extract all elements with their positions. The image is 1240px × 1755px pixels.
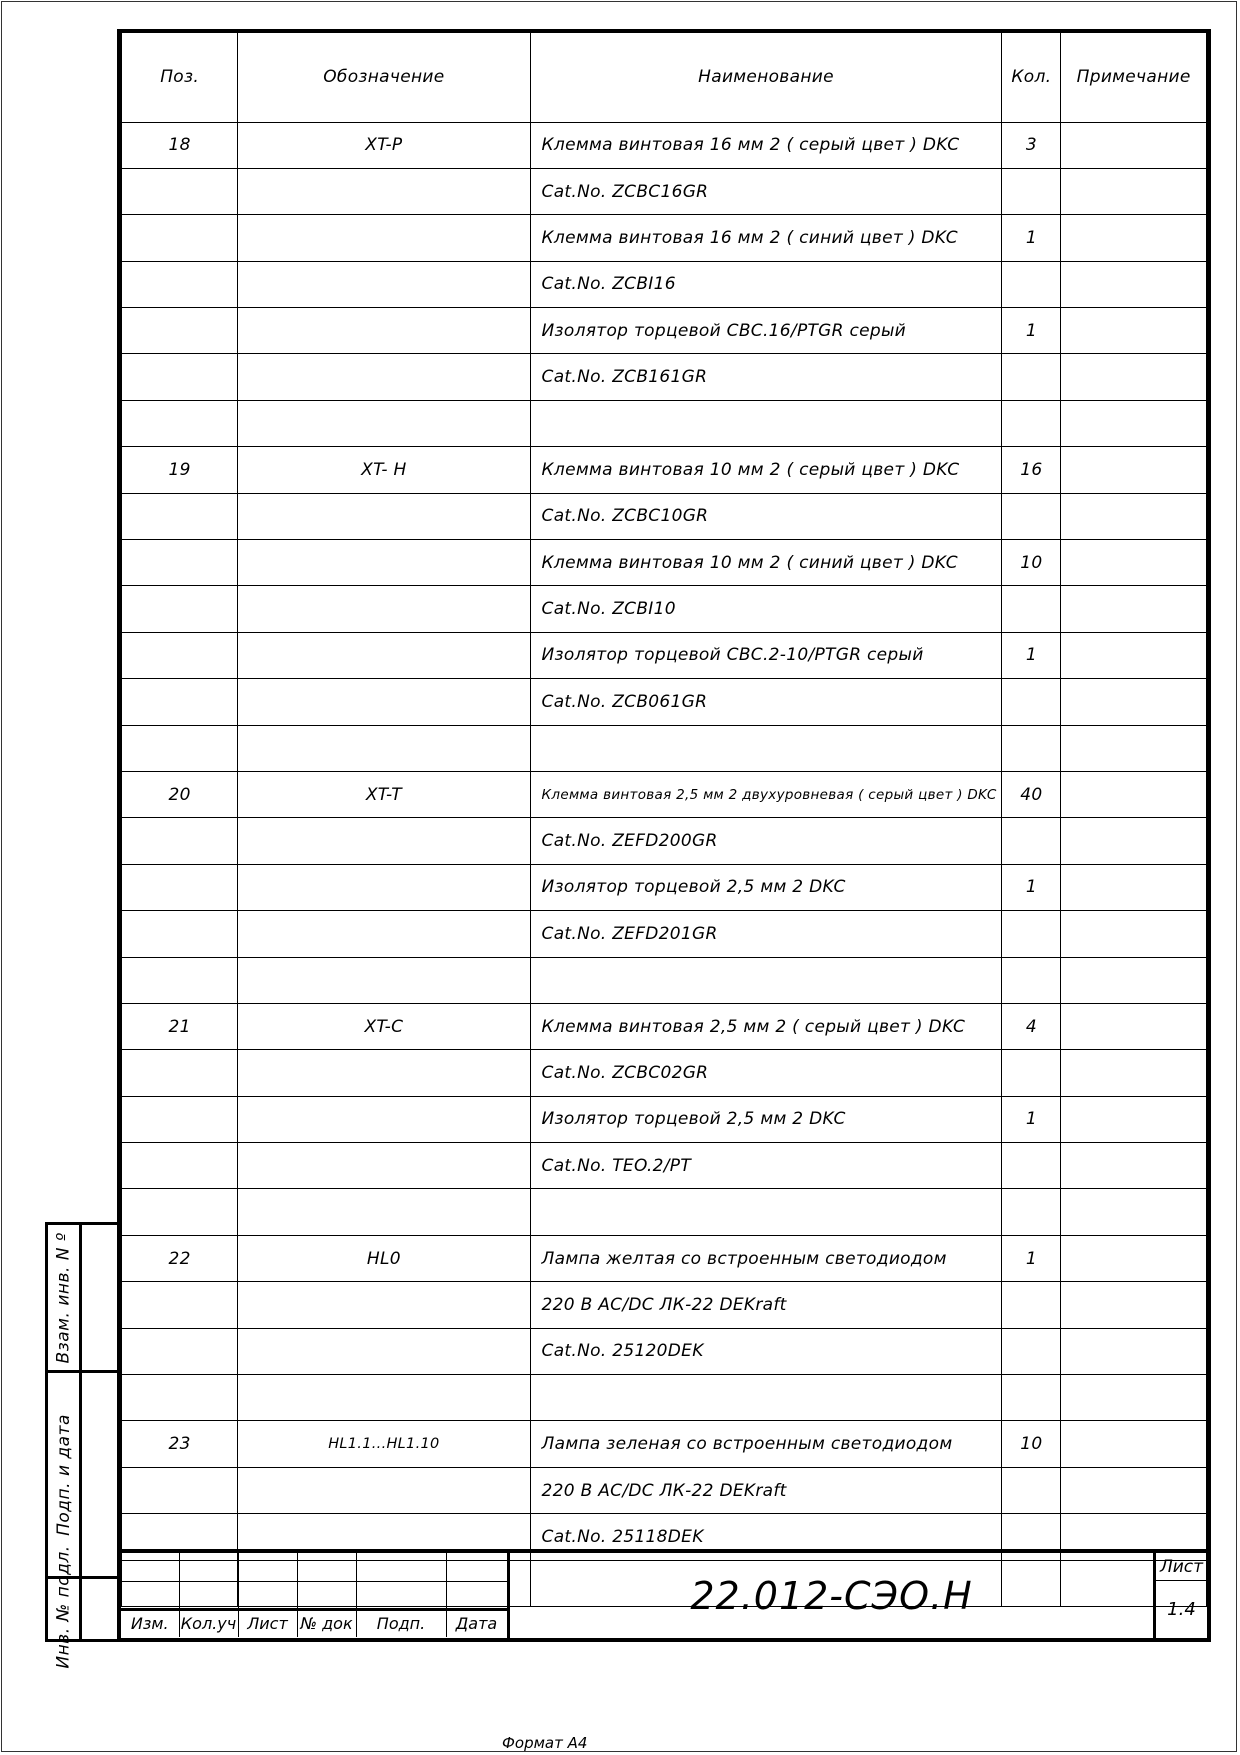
table-row [122,122,1207,168]
cell-pos [122,679,238,725]
table-row [122,261,1207,307]
cell-pos [122,911,238,957]
cell-note [1061,122,1207,168]
cell-designation [238,911,530,957]
cell-pos [122,725,238,771]
table-row [122,725,1207,771]
cell-qty: 1 [1002,1096,1061,1142]
cell-pos [122,1096,238,1142]
cell-pos [122,168,238,214]
cell-qty [1002,679,1061,725]
header-note: Примечание [1061,33,1207,122]
table-row [122,1003,1207,1049]
table-row [122,215,1207,261]
cell-pos [122,586,238,632]
cell-note [1061,168,1207,214]
cell-pos [122,818,238,864]
cell-name: Cat.No. 25120DEK [530,1328,1002,1374]
cell-name: Cat.No. ZEFD201GR [530,911,1002,957]
cell-qty [1002,911,1061,957]
cell-name: Cat.No. ZCB161GR [530,354,1002,400]
format-label: Формат А4 [502,1734,588,1752]
cell-designation: HL1.1...HL1.10 [238,1421,530,1467]
cell-designation: XT- H [238,447,530,493]
cell-name: 220 В AC/DC ЛК-22 DEKraft [530,1282,1002,1328]
cell-pos [122,864,238,910]
cell-note [1061,911,1207,957]
table-row [122,1189,1207,1235]
cell-designation [238,168,530,214]
cell-pos [122,957,238,1003]
cell-name: Изолятор торцевой 2,5 мм 2 DKC [530,864,1002,910]
cell-designation [238,215,530,261]
cell-pos: 21 [122,1003,238,1049]
cell-name: 220 В AC/DC ЛК-22 DEKraft [530,1467,1002,1513]
cell-name: Cat.No. 25118DEK [530,1514,1002,1560]
cell-designation: XT-P [238,122,530,168]
cell-designation: XT-C [238,1003,530,1049]
cell-designation [238,632,530,678]
cell-designation [238,1050,530,1096]
cell-pos: 23 [122,1421,238,1467]
table-row [122,632,1207,678]
table-row [122,493,1207,539]
cell-note [1061,1143,1207,1189]
cell-note [1061,215,1207,261]
table-row [122,1143,1207,1189]
label-n-dok: № док [297,1609,356,1637]
side-label-podp-data: Подп. и дата [53,1413,74,1536]
cell-name: Изолятор торцевой CBC.2-10/PTGR серый [530,632,1002,678]
cell-designation [238,725,530,771]
label-izm: Изм. [121,1609,179,1637]
cell-qty: 1 [1002,1235,1061,1281]
side-label-inv-podl: Инв. № подл. [53,1545,74,1669]
header-name: Наименование [530,33,1002,122]
cell-designation [238,1143,530,1189]
cell-qty [1002,1282,1061,1328]
table-row [122,957,1207,1003]
cell-name: Cat.No. ZCBI10 [530,586,1002,632]
cell-note [1061,261,1207,307]
cell-note [1061,771,1207,817]
label-list: Лист [238,1609,297,1637]
cell-designation [238,586,530,632]
specification-table [121,33,1207,1607]
cell-qty: 1 [1002,864,1061,910]
cell-qty: 3 [1002,122,1061,168]
cell-qty [1002,261,1061,307]
cell-name: Клемма винтовая 10 мм 2 ( синий цвет ) DKC [530,540,1002,586]
title-block [121,1549,1207,1638]
cell-name: Cat.No. ZEFD200GR [530,818,1002,864]
cell-pos [122,540,238,586]
cell-note [1061,400,1207,446]
cell-note [1061,540,1207,586]
cell-pos [122,632,238,678]
table-row [122,168,1207,214]
cell-designation [238,1096,530,1142]
cell-note [1061,725,1207,771]
cell-designation [238,261,530,307]
cell-pos [122,1143,238,1189]
cell-note [1061,1050,1207,1096]
cell-designation [238,354,530,400]
cell-qty [1002,1050,1061,1096]
header-qty: Кол. [1002,33,1061,122]
cell-note [1061,586,1207,632]
drawing-frame [117,29,1211,1642]
cell-qty [1002,1328,1061,1374]
cell-name [530,725,1002,771]
cell-pos: 19 [122,447,238,493]
cell-qty: 1 [1002,215,1061,261]
table-row [122,1467,1207,1513]
cell-qty [1002,957,1061,1003]
header-pos: Поз. [122,33,238,122]
cell-name [530,400,1002,446]
cell-qty: 10 [1002,1421,1061,1467]
cell-note [1061,1467,1207,1513]
label-data: Дата [446,1609,507,1637]
table-row [122,771,1207,817]
cell-qty [1002,168,1061,214]
cell-pos [122,1189,238,1235]
cell-note [1061,354,1207,400]
cell-pos: 18 [122,122,238,168]
table-row [122,1282,1207,1328]
cell-qty: 40 [1002,771,1061,817]
cell-name: Cat.No. ZCB061GR [530,679,1002,725]
sheet-label: Лист [1156,1553,1207,1581]
header-designation: Обозначение [238,33,530,122]
cell-pos: 20 [122,771,238,817]
cell-name: Клемма винтовая 2,5 мм 2 двухуровневая ( серый цвет ) DKC [530,771,1002,817]
table-row [122,1421,1207,1467]
cell-name: Клемма винтовая 2,5 мм 2 ( серый цвет ) DKC [530,1003,1002,1049]
table-row [122,1050,1207,1096]
cell-pos [122,1050,238,1096]
cell-qty [1002,1143,1061,1189]
side-label-vzam-inv: Взам. инв. N º [53,1232,74,1363]
table-header-row [122,33,1207,122]
cell-qty [1002,725,1061,771]
table-row [122,911,1207,957]
cell-name: Cat.No. TEO.2/PT [530,1143,1002,1189]
cell-name: Лампа зеленая со встроенным светодиодом [530,1421,1002,1467]
cell-name: Изолятор торцевой 2,5 мм 2 DKC [530,1096,1002,1142]
cell-pos [122,1328,238,1374]
cell-qty [1002,493,1061,539]
cell-name: Клемма винтовая 16 мм 2 ( синий цвет ) DKC [530,215,1002,261]
cell-name: Cat.No. ZCBI16 [530,261,1002,307]
document-designation: 22.012-СЭО.Н [507,1553,1156,1638]
cell-pos [122,1282,238,1328]
cell-note [1061,1096,1207,1142]
cell-name: Cat.No. ZCBC10GR [530,493,1002,539]
cell-designation: XT-T [238,771,530,817]
cell-name [530,957,1002,1003]
cell-designation [238,1375,530,1421]
cell-qty: 10 [1002,540,1061,586]
cell-pos [122,354,238,400]
cell-pos [122,308,238,354]
cell-pos [122,215,238,261]
cell-designation: HL0 [238,1235,530,1281]
cell-designation [238,957,530,1003]
cell-note [1061,493,1207,539]
label-kol-uch: Кол.уч [179,1609,238,1637]
table-row [122,1235,1207,1281]
cell-qty [1002,1467,1061,1513]
cell-note [1061,1282,1207,1328]
table-row [122,1375,1207,1421]
table-row [122,447,1207,493]
revision-grid [121,1553,508,1637]
cell-pos [122,400,238,446]
cell-qty: 1 [1002,632,1061,678]
cell-name [530,1189,1002,1235]
label-podp: Подп. [356,1609,446,1637]
cell-designation [238,864,530,910]
cell-note [1061,632,1207,678]
cell-note [1061,864,1207,910]
cell-designation [238,818,530,864]
cell-note [1061,1421,1207,1467]
table-row [122,679,1207,725]
table-row [122,1096,1207,1142]
cell-pos [122,1467,238,1513]
cell-note [1061,308,1207,354]
cell-name [530,1375,1002,1421]
cell-designation [238,308,530,354]
cell-designation [238,493,530,539]
cell-designation [238,400,530,446]
cell-designation [238,540,530,586]
cell-note [1061,1375,1207,1421]
cell-note [1061,1189,1207,1235]
table-row [122,400,1207,446]
cell-name: Клемма винтовая 16 мм 2 ( серый цвет ) DKC [530,122,1002,168]
cell-qty [1002,1375,1061,1421]
cell-note [1061,1328,1207,1374]
table-row [122,818,1207,864]
table-row [122,540,1207,586]
sheet-number: 1.4 [1167,1599,1196,1620]
cell-qty [1002,354,1061,400]
cell-note [1061,818,1207,864]
cell-designation [238,1189,530,1235]
side-cell-vzam [48,1225,117,1373]
cell-qty [1002,818,1061,864]
cell-name: Клемма винтовая 10 мм 2 ( серый цвет ) DKC [530,447,1002,493]
cell-pos: 22 [122,1235,238,1281]
table-row [122,354,1207,400]
cell-name: Cat.No. ZCBC02GR [530,1050,1002,1096]
cell-name: Cat.No. ZCBC16GR [530,168,1002,214]
table-row [122,586,1207,632]
cell-qty: 4 [1002,1003,1061,1049]
cell-note [1061,679,1207,725]
cell-qty [1002,586,1061,632]
cell-designation [238,679,530,725]
table-row [122,308,1207,354]
cell-designation [238,1467,530,1513]
cell-designation [238,1328,530,1374]
cell-designation [238,1282,530,1328]
cell-name: Лампа желтая со встроенным светодиодом [530,1235,1002,1281]
cell-qty: 16 [1002,447,1061,493]
cell-qty [1002,1189,1061,1235]
cell-note [1061,1003,1207,1049]
cell-qty [1002,400,1061,446]
side-label-inv-wrap [48,1545,79,1669]
cell-note [1061,447,1207,493]
cell-name: Изолятор торцевой CBC.16/PTGR серый [530,308,1002,354]
table-row [122,864,1207,910]
cell-qty: 1 [1002,308,1061,354]
cell-pos [122,1375,238,1421]
cell-note [1061,1235,1207,1281]
cell-pos [122,493,238,539]
cell-note [1061,957,1207,1003]
table-row [122,1328,1207,1374]
cell-pos [122,261,238,307]
